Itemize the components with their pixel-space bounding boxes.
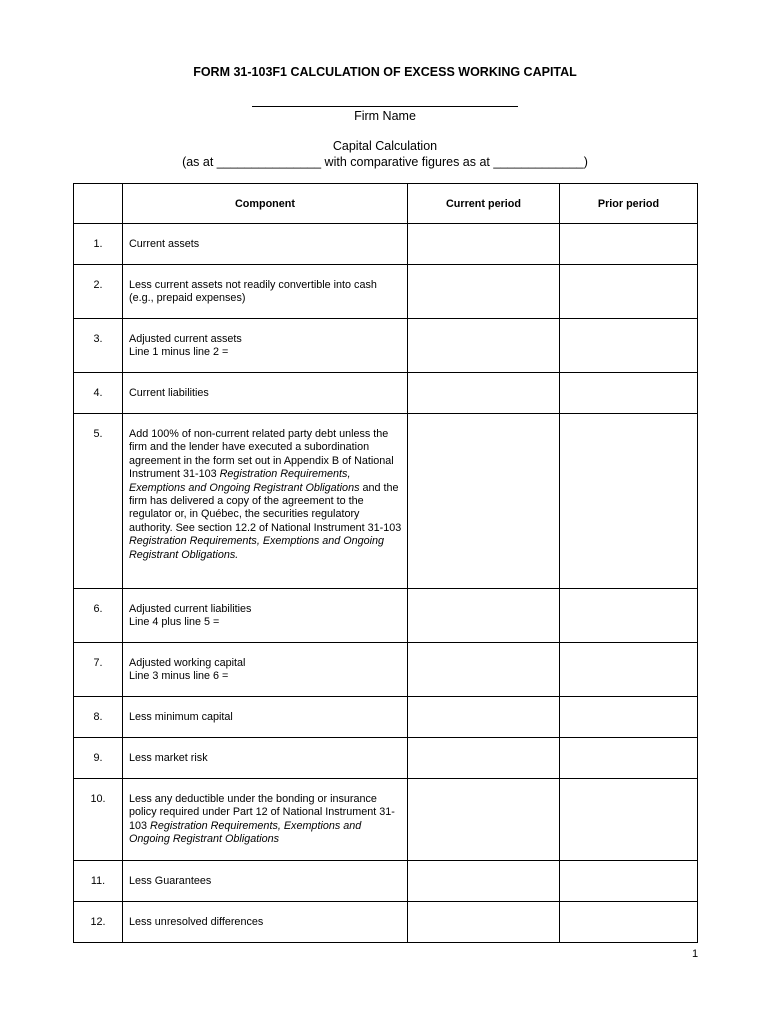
prior-period-cell[interactable]: [560, 319, 698, 373]
row-number: 12.: [74, 902, 123, 943]
table-row: [74, 319, 698, 373]
row-component: Less market risk: [123, 738, 408, 779]
prior-period-cell[interactable]: [560, 902, 698, 943]
row-component: Less minimum capital: [123, 697, 408, 738]
row-number: 6.: [74, 589, 123, 643]
row-component: Less unresolved differences: [123, 902, 408, 943]
row-number: 7.: [74, 643, 123, 697]
capital-calculation-table: [73, 183, 698, 943]
row-number: 3.: [74, 319, 123, 373]
component-label: Adjusted working capital: [129, 657, 246, 669]
row-number: 9.: [74, 738, 123, 779]
row-component: [123, 779, 408, 861]
row-component: Less Guarantees: [123, 861, 408, 902]
prior-period-cell[interactable]: [560, 643, 698, 697]
header-component: Component: [123, 184, 408, 224]
form-title: FORM 31-103F1 CALCULATION OF EXCESS WORKING CAPITAL: [193, 65, 577, 79]
component-formula: Line 3 minus line 6 =: [129, 670, 229, 683]
page-number: 1: [692, 948, 699, 960]
current-period-cell[interactable]: [408, 643, 560, 697]
component-formula: Line 4 plus line 5 =: [129, 616, 220, 629]
header-prior-period: Prior period: [560, 184, 698, 224]
row-component: [123, 414, 408, 589]
row-component: Less current assets not readily convertible into cash (e.g., prepaid expenses): [123, 265, 408, 319]
row-number: 5.: [74, 414, 123, 589]
row-component: [123, 589, 408, 643]
table-row: [74, 265, 698, 319]
prior-period-cell[interactable]: [560, 861, 698, 902]
current-period-cell[interactable]: [408, 738, 560, 779]
prior-period-cell[interactable]: [560, 265, 698, 319]
prior-period-cell[interactable]: [560, 224, 698, 265]
header-number: [74, 184, 123, 224]
table-row: [74, 902, 698, 943]
row-component: Current assets: [123, 224, 408, 265]
table-row: [74, 643, 698, 697]
current-period-cell[interactable]: [408, 902, 560, 943]
table-row: [74, 697, 698, 738]
component-text: Less any deductible under the bonding or insurance policy required under Part 12 of National Instrument 31-103: [129, 793, 395, 832]
table-row: [74, 738, 698, 779]
instrument-title: Registration Requirements, Exemptions and Ongoing Registrant Obligations: [129, 468, 360, 494]
prior-period-cell[interactable]: [560, 373, 698, 414]
prior-period-cell[interactable]: [560, 738, 698, 779]
table-row: [74, 373, 698, 414]
table-row: [74, 224, 698, 265]
row-number: 4.: [74, 373, 123, 414]
current-period-cell[interactable]: [408, 589, 560, 643]
row-component: [123, 643, 408, 697]
current-period-cell[interactable]: [408, 697, 560, 738]
header-current-period: Current period: [408, 184, 560, 224]
as-at-line: (as at _______________ with comparative figures as at _____________): [182, 155, 588, 169]
row-component: Current liabilities: [123, 373, 408, 414]
current-period-cell[interactable]: [408, 265, 560, 319]
prior-period-cell[interactable]: [560, 779, 698, 861]
component-formula: Line 1 minus line 2 =: [129, 346, 229, 359]
firm-name-label: Firm Name: [354, 109, 416, 123]
row-number: 8.: [74, 697, 123, 738]
row-number: 1.: [74, 224, 123, 265]
table-row: [74, 589, 698, 643]
row-component: [123, 319, 408, 373]
row-number: 10.: [74, 779, 123, 861]
instrument-title: Registration Requirements, Exemptions and Ongoing Registrant Obligations.: [129, 535, 385, 561]
component-label: Adjusted current assets: [129, 333, 242, 345]
prior-period-cell[interactable]: [560, 697, 698, 738]
table-row: [74, 861, 698, 902]
table-row: [74, 779, 698, 861]
capital-calculation-heading: Capital Calculation: [332, 139, 438, 153]
prior-period-cell[interactable]: [560, 589, 698, 643]
prior-period-cell[interactable]: [560, 414, 698, 589]
instrument-title: Registration Requirements, Exemptions and Ongoing Registrant Obligations: [129, 819, 362, 846]
row-number: 2.: [74, 265, 123, 319]
current-period-cell[interactable]: [408, 414, 560, 589]
table-header-row: [74, 184, 698, 224]
current-period-cell[interactable]: [408, 861, 560, 902]
component-text: Add 100% of non-current related party debt unless the firm and the lender have executed a subordination agreement in the form set out in Appendix B of National Instrument 31-103: [129, 428, 394, 481]
row-number: 11.: [74, 861, 123, 902]
firm-name-blank-line: [252, 106, 518, 107]
component-label: Adjusted current liabilities: [129, 603, 252, 615]
current-period-cell[interactable]: [408, 779, 560, 861]
table-row: [74, 414, 698, 589]
current-period-cell[interactable]: [408, 224, 560, 265]
current-period-cell[interactable]: [408, 373, 560, 414]
current-period-cell[interactable]: [408, 319, 560, 373]
component-text: and the firm has delivered a copy of the agreement to the regulator or, in Québec, the securities regulatory authority. See section 12.2 of National Instrument 31-103: [129, 481, 402, 534]
